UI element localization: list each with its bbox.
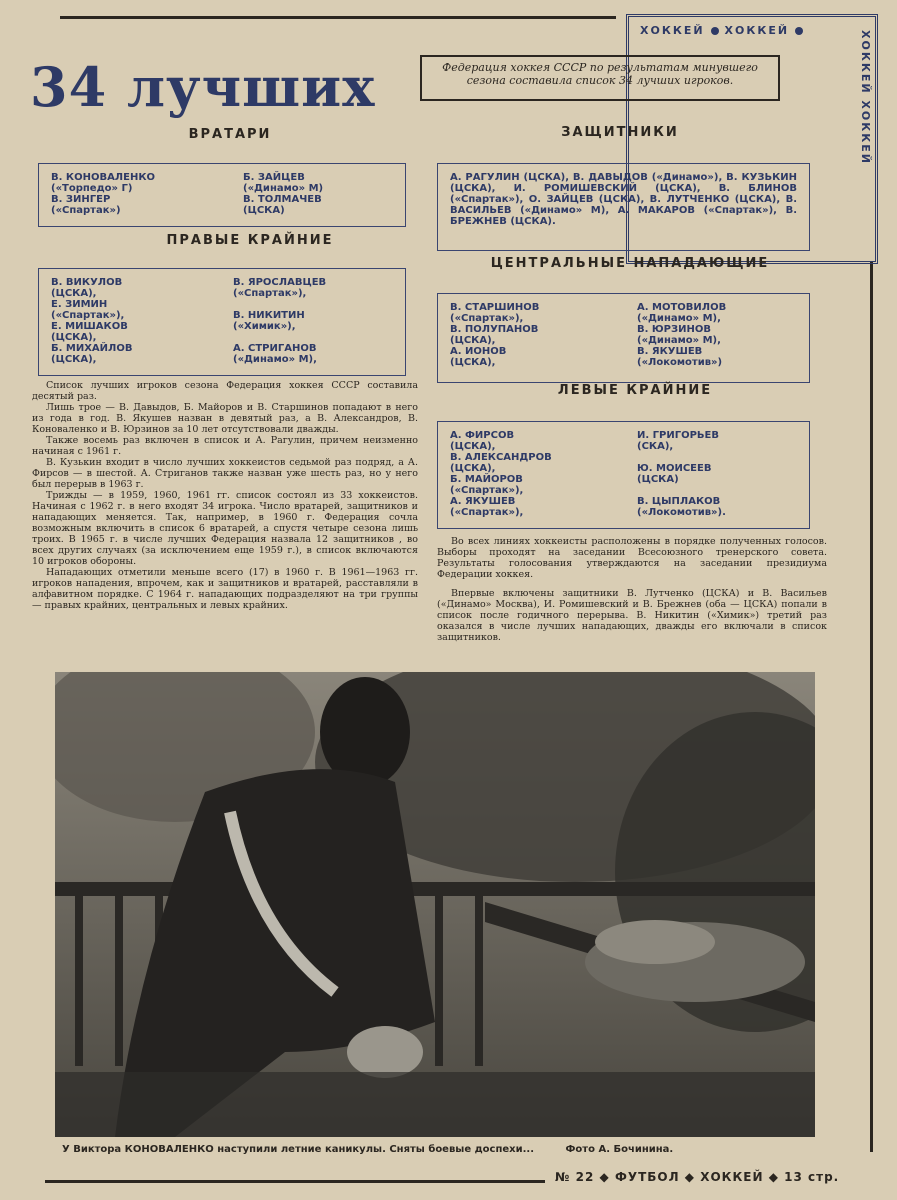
goalkeepers-heading: ВРАТАРИ <box>188 127 272 142</box>
left-wings-right: И. ГРИГОРЬЕВ (СКА), Ю. МОИСЕЕВ (ЦСКА) В. ЦЫПЛАКОВ («Локомотив»). <box>637 430 726 518</box>
photo-credit: Фото А. Бочинина. <box>565 1144 674 1155</box>
photo-caption: У Виктора КОНОВАЛЕНКО наступили летние каникулы. Сняты боевые доспехи... <box>62 1144 535 1155</box>
right-wings-box <box>38 268 406 376</box>
article-paragraph: Нападающих отметили меньше всего (17) в 1960 г. В 1961—1963 гг. игроков нападения, впрочем, как и защитников и вратарей, расставляли в алфавитном порядке. С 1964 г. нападающих подразделяют на три группы — правых крайних, центральных и левых крайних. <box>32 567 418 611</box>
photo <box>55 672 815 1137</box>
photo-caption-row <box>62 1144 822 1155</box>
goalkeepers-box <box>38 163 406 227</box>
left-wings-heading: ЛЕВЫЕ КРАЙНИЕ <box>557 383 713 398</box>
article-left <box>32 380 418 611</box>
issue-number: № 22 <box>555 1170 595 1184</box>
diamond-icon: ◆ <box>599 1170 610 1184</box>
paper-name-football: ФУТБОЛ <box>614 1170 680 1184</box>
left-wings-box <box>437 421 810 529</box>
right-wings-heading: ПРАВЫЕ КРАЙНИЕ <box>166 233 334 248</box>
page-number: 13 стр. <box>784 1170 840 1184</box>
goalkeepers-right: Б. ЗАЙЦЕВ («Динамо» М) В. ТОЛМАЧЕВ (ЦСКА) <box>243 172 324 216</box>
diamond-icon: ◆ <box>684 1170 696 1184</box>
right-vertical-rule <box>870 262 873 1152</box>
top-rule <box>60 16 616 19</box>
centers-box <box>437 293 810 383</box>
defenders-box <box>437 163 810 251</box>
photo-image <box>55 672 815 1137</box>
goalkeepers-left: В. КОНОВАЛЕНКО («Торпедо» Г) В. ЗИНГЕР («Спартак») <box>51 172 155 216</box>
article-paragraph: Трижды — в 1959, 1960, 1961 гг. список состоял из 33 хоккеистов. Начиная с 1962 г. в него входят 34 игрока. Число вратарей, защитников и нападающих меняется. Так, например, в 1960 г. Федерация сочла возможным включить в список 6 вратарей, а спустя четыре сезона лишь троих. В 1965 г. в числе лучших Федерация назвала 12 защитников , во всех других случаях (за исключением еще 1959 г.), в список включаются 10 игроков обороны. <box>32 490 418 567</box>
hockey-tag-side: ХОККЕЙ ХОККЕЙ <box>859 30 872 165</box>
bullet-icon <box>795 27 803 35</box>
article-paragraph: Во всех линиях хоккеисты расположены в порядке полученных голосов. Выборы проходят на заседании Всесоюзного тренерского совета. Результаты голосования утверждаются на заседании президиума Федерации хоккея. <box>437 536 827 580</box>
article-paragraph: Лишь трое — В. Давыдов, Б. Майоров и В. Старшинов попадают в него из года в год. В. Якушев назван в девятый раз, а В. Александров, В. Коноваленко и В. Юрзинов за 10 лет отсутствовали дважды. <box>32 402 418 435</box>
right-wings-right: В. ЯРОСЛАВЦЕВ («Спартак»), В. НИКИТИН («Химик»), А. СТРИГАНОВ («Динамо» М), <box>233 277 327 365</box>
hockey-tag-top: ХОККЕЙ ХОККЕЙ <box>640 24 870 37</box>
centers-left: В. СТАРШИНОВ («Спартак»), В. ПОЛУПАНОВ (ЦСКА), А. ИОНОВ (ЦСКА), <box>450 302 540 368</box>
centers-right: А. МОТОВИЛОВ («Динамо» М), В. ЮРЗИНОВ («Динамо» М), В. ЯКУШЕВ («Локомотив») <box>637 302 727 368</box>
page-footer <box>555 1170 839 1184</box>
federation-note: Федерация хоккея СССР по результатам минувшего сезона составила список 34 лучших игроков. <box>420 55 780 101</box>
bottom-rule <box>45 1180 545 1183</box>
article-paragraph: В. Кузькин входит в число лучших хоккеистов седьмой раз подряд, а А. Фирсов — в шестой. А. Стриганов также назван уже шесть раз, но у него был перерыв в 1963 г. <box>32 457 418 490</box>
article-right <box>437 536 827 643</box>
right-wings-left: В. ВИКУЛОВ (ЦСКА), Е. ЗИМИН («Спартак»), Е. МИШАКОВ (ЦСКА), Б. МИХАЙЛОВ (ЦСКА), <box>51 277 133 365</box>
bullet-icon <box>711 27 719 35</box>
defenders-list: А. РАГУЛИН (ЦСКА), В. ДАВЫДОВ («Динамо»), В. КУЗЬКИН (ЦСКА), И. РОМИШЕВСКИЙ (ЦСКА), В. БЛИНОВ («Спартак»), О. ЗАЙЦЕВ (ЦСКА), В. ЛУТЧЕНКО (ЦСКА), В. ВАСИЛЬЕВ («Динамо» М), А. МАКАРОВ («Спартак»), В. БРЕЖНЕВ (ЦСКА). <box>450 172 797 227</box>
centers-heading: ЦЕНТРАЛЬНЫЕ НАПАДАЮЩИЕ <box>490 256 770 271</box>
diamond-icon: ◆ <box>768 1170 779 1184</box>
left-wings-left: А. ФИРСОВ (ЦСКА), В. АЛЕКСАНДРОВ (ЦСКА), Б. МАЙОРОВ («Спартак»), А. ЯКУШЕВ («Спартак»), <box>450 430 552 518</box>
paper-name-hockey: ХОККЕЙ <box>700 1170 764 1184</box>
defenders-heading: ЗАЩИТНИКИ <box>561 125 679 140</box>
article-paragraph: Список лучших игроков сезона Федерация хоккея СССР составила десятый раз. <box>32 380 418 402</box>
article-paragraph: Впервые включены защитники В. Лутченко (ЦСКА) и В. Васильев («Динамо» Москва), И. Ромишевский и В. Брежнев (оба — ЦСКА) попали в список после годичного перерыва. В. Никитин («Химик») третий раз оказался в числе лучших нападающих, дважды его включали в список защитников. <box>437 588 827 643</box>
page-title: 34 лучших <box>30 55 376 119</box>
article-paragraph: Также восемь раз включен в список и А. Рагулин, причем неизменно начиная с 1961 г. <box>32 435 418 457</box>
